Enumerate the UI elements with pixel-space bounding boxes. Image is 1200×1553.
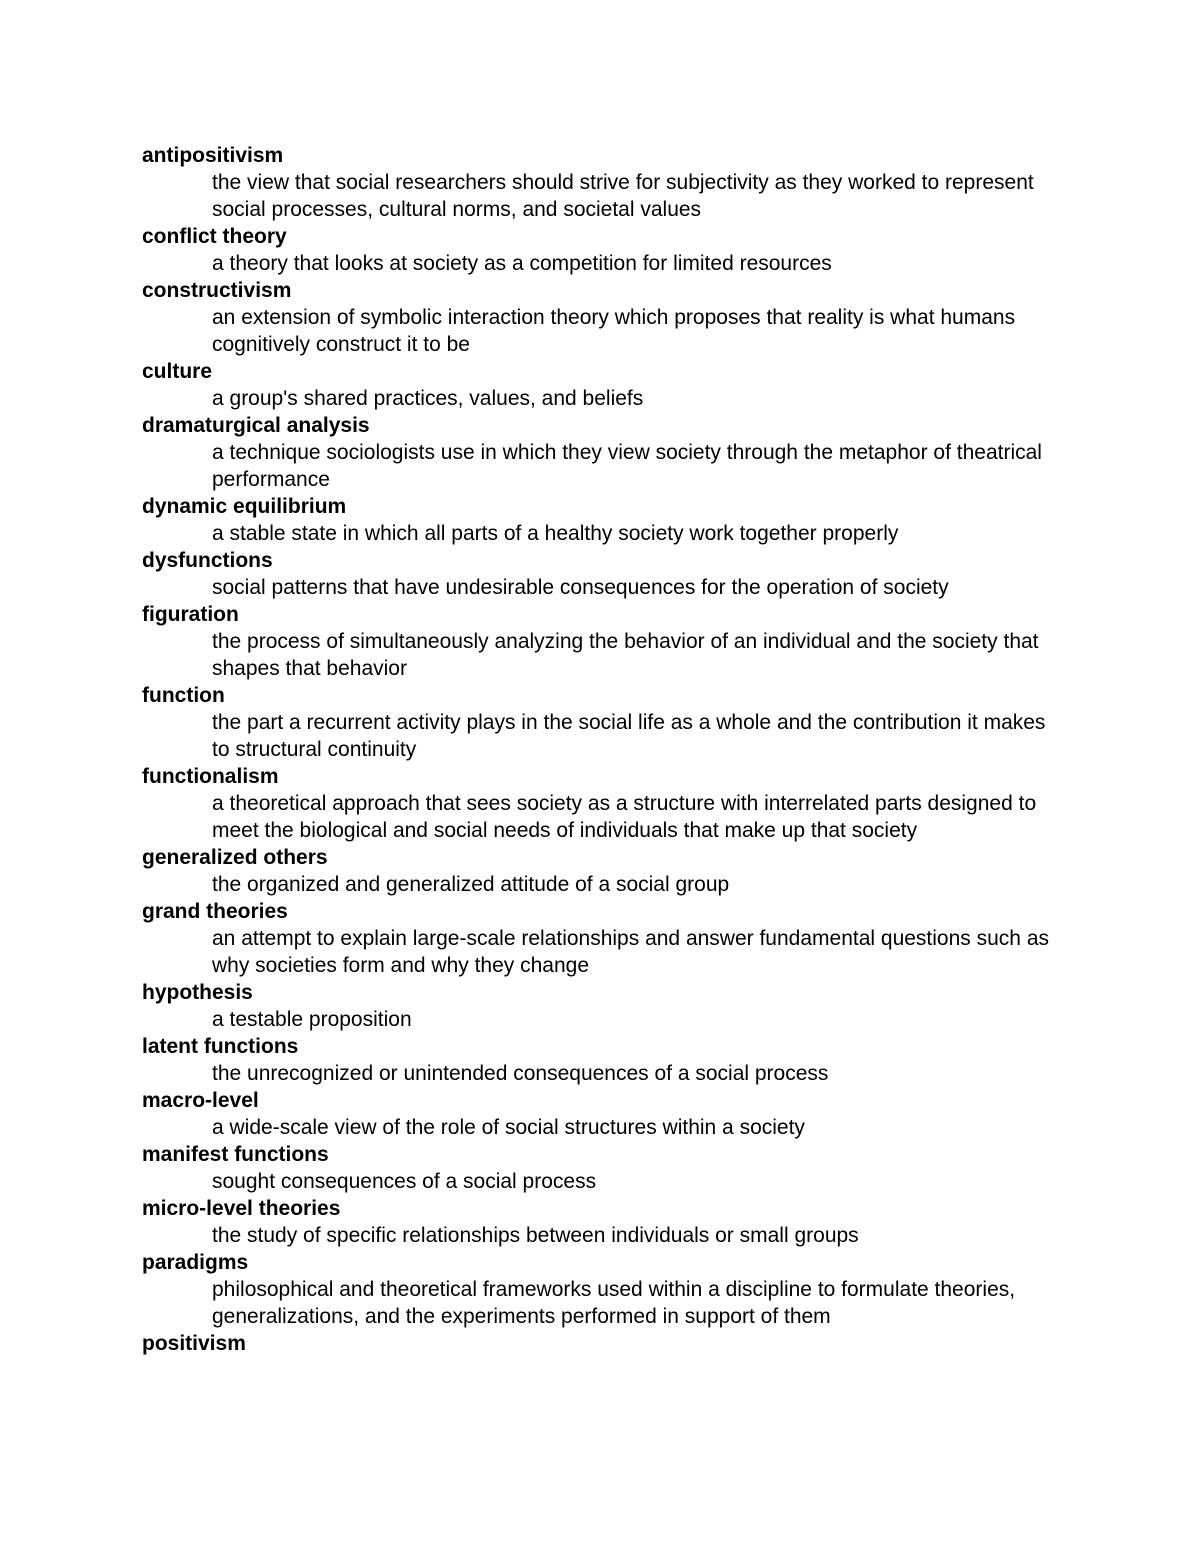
glossary-term: latent functions (142, 1035, 299, 1058)
glossary-term: dramaturgical analysis (142, 414, 370, 437)
glossary-entry (142, 493, 1072, 547)
glossary-term: paradigms (142, 1251, 249, 1274)
glossary-term: function (142, 684, 225, 707)
glossary-definition: an extension of symbolic interaction theory which proposes that reality is what humans cognitively construct it to be (212, 306, 1016, 356)
glossary-entry (142, 547, 1072, 601)
glossary-term: manifest functions (142, 1143, 329, 1166)
glossary-term: functionalism (142, 765, 279, 788)
glossary-definition: a group's shared practices, values, and beliefs (212, 387, 644, 410)
glossary-definition: a theoretical approach that sees society as a structure with interrelated parts designed to meet the biological and social needs of individuals that make up that society (212, 792, 1037, 842)
glossary-term: micro-level theories (142, 1197, 341, 1220)
glossary-definition: the study of specific relationships between individuals or small groups (212, 1224, 859, 1247)
glossary-definition: a theory that looks at society as a competition for limited resources (212, 252, 832, 275)
glossary-definition: sought consequences of a social process (212, 1170, 597, 1193)
glossary-definition: social patterns that have undesirable consequences for the operation of society (212, 576, 949, 599)
glossary-entry (142, 601, 1072, 682)
glossary-definition: philosophical and theoretical frameworks used within a discipline to formulate theories, generalizations, and the experiments performed in support of them (212, 1278, 1016, 1328)
glossary-definition: a technique sociologists use in which they view society through the metaphor of theatrical performance (212, 441, 1042, 491)
glossary-term: conflict theory (142, 225, 287, 248)
glossary-definition: a wide-scale view of the role of social structures within a society (212, 1116, 805, 1139)
glossary-term: macro-level (142, 1089, 259, 1112)
glossary-definition: the view that social researchers should strive for subjectivity as they worked to represent social processes, cultural norms, and societal values (212, 171, 1034, 221)
glossary-definition: a stable state in which all parts of a healthy society work together properly (212, 522, 899, 545)
glossary-definition: an attempt to explain large-scale relationships and answer fundamental questions such as why societies form and why they change (212, 927, 1049, 977)
glossary-entry (142, 1141, 1072, 1195)
glossary-entry (142, 412, 1072, 493)
glossary-term: dysfunctions (142, 549, 273, 572)
glossary-term: antipositivism (142, 144, 284, 167)
glossary-term: grand theories (142, 900, 288, 923)
glossary-term: constructivism (142, 279, 292, 302)
glossary-entry (142, 223, 1072, 277)
glossary-definition: a testable proposition (212, 1008, 412, 1031)
glossary-entry (142, 763, 1072, 844)
glossary-entry (142, 1195, 1072, 1249)
glossary-definition: the part a recurrent activity plays in the social life as a whole and the contribution it makes to structural continuity (212, 711, 1046, 761)
glossary-term: positivism (142, 1332, 246, 1355)
glossary-entry (142, 979, 1072, 1033)
glossary-entry (142, 844, 1072, 898)
glossary-definition: the process of simultaneously analyzing the behavior of an individual and the society that shapes that behavior (212, 630, 1039, 680)
glossary-definition: the unrecognized or unintended consequences of a social process (212, 1062, 829, 1085)
glossary-definition: the organized and generalized attitude of a social group (212, 873, 730, 896)
glossary-entry (142, 1033, 1072, 1087)
glossary-term: dynamic equilibrium (142, 495, 347, 518)
glossary-term: hypothesis (142, 981, 253, 1004)
glossary-list (142, 142, 1072, 1357)
glossary-term: generalized others (142, 846, 328, 869)
glossary-entry (142, 277, 1072, 358)
glossary-entry (142, 1330, 1072, 1357)
glossary-entry (142, 1249, 1072, 1330)
glossary-entry (142, 358, 1072, 412)
glossary-entry (142, 898, 1072, 979)
glossary-entry (142, 1087, 1072, 1141)
glossary-term: figuration (142, 603, 239, 626)
glossary-entry (142, 142, 1072, 223)
glossary-term: culture (142, 360, 213, 383)
glossary-entry (142, 682, 1072, 763)
